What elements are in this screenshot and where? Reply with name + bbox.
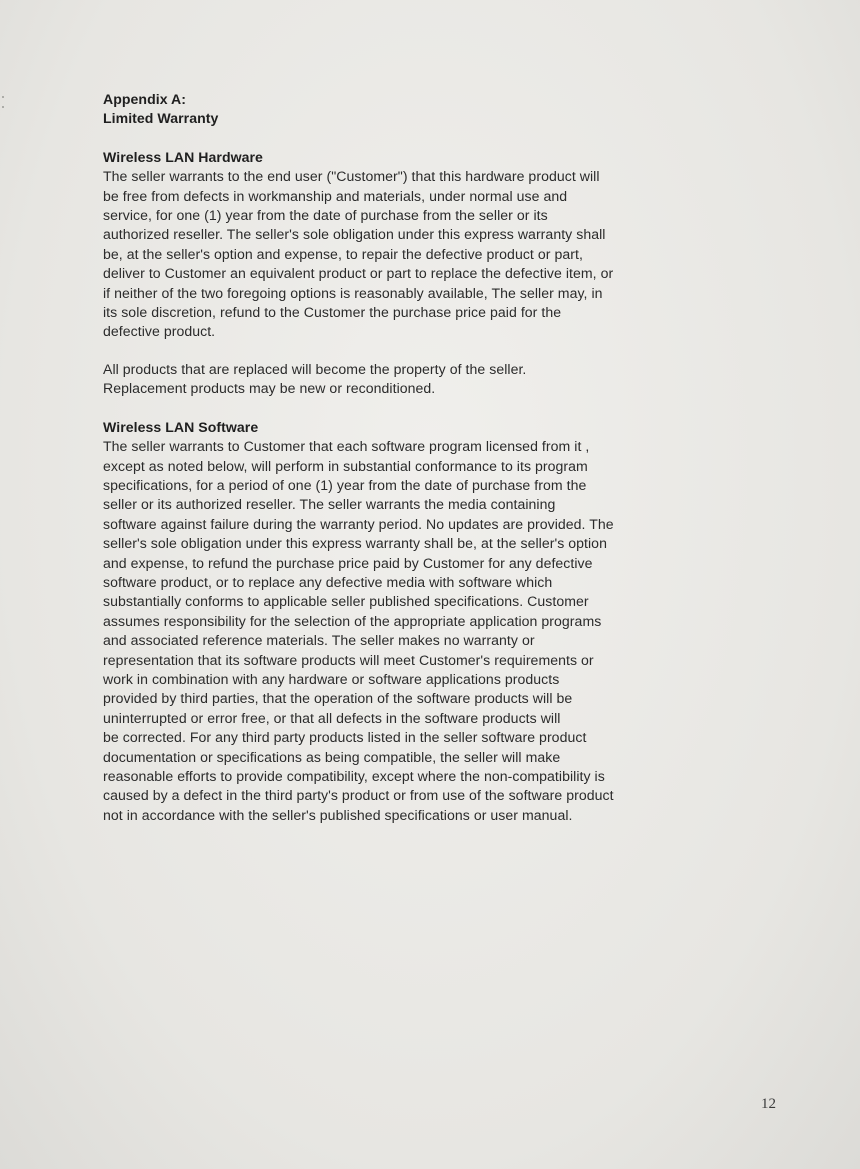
- text-line: provided by third parties, that the operation of the software products will be: [103, 690, 573, 707]
- text-line: and expense, to refund the purchase price paid by Customer for any defective: [103, 554, 593, 571]
- text-line: Replacement products may be new or reconditioned.: [103, 380, 436, 397]
- text-line: software product, or to replace any defective media with software which: [103, 573, 553, 590]
- text-line: be free from defects in workmanship and materials, under normal use and: [103, 187, 568, 204]
- text-line: except as noted below, will perform in substantial conformance to its program: [103, 457, 588, 474]
- text-line: seller's sole obligation under this express warranty shall be, at the seller's option: [103, 535, 607, 552]
- text-line: assumes responsibility for the selection of the appropriate application programs: [103, 612, 602, 629]
- text-line: and associated reference materials. The seller makes no warranty or: [103, 632, 535, 649]
- text-line: representation that its software products will meet Customer's requirements or: [103, 651, 594, 668]
- document-title: Limited Warranty: [103, 110, 219, 127]
- text-line: specifications, for a period of one (1) year from the date of purchase from the: [103, 476, 587, 493]
- page-number: 12: [761, 1096, 776, 1112]
- text-line: The seller warrants to Customer that each software program licensed from it ,: [103, 438, 590, 455]
- text-line: substantially conforms to applicable seller published specifications. Customer: [103, 593, 589, 610]
- text-line: uninterrupted or error free, or that all defects in the software products will: [103, 709, 561, 726]
- text-line: authorized reseller. The seller's sole obligation under this express warranty shall: [103, 226, 606, 243]
- scan-mark: [2, 96, 4, 98]
- text-line: be, at the seller's option and expense, to repair the defective product or part,: [103, 245, 583, 262]
- text-line: service, for one (1) year from the date of purchase from the seller or its: [103, 207, 548, 224]
- text-line: deliver to Customer an equivalent product or part to replace the defective item, or: [103, 265, 614, 282]
- text-line: reasonable efforts to provide compatibility, except where the non-compatibility is: [103, 768, 605, 784]
- text-line: software against failure during the warranty period. No updates are provided. The: [103, 515, 614, 532]
- hardware-heading: Wireless LAN Hardware: [103, 148, 263, 165]
- text-line: The seller warrants to the end user ("Customer") that this hardware product will: [103, 168, 600, 185]
- appendix-label: Appendix A:: [103, 91, 187, 107]
- scan-mark: [2, 106, 4, 108]
- text-line: defective product.: [103, 323, 216, 340]
- document-body: [103, 90, 793, 825]
- software-heading: Wireless LAN Software: [103, 418, 259, 435]
- text-line: be corrected. For any third party products listed in the seller software product: [103, 729, 587, 746]
- text-line: its sole discretion, refund to the Customer the purchase price paid for the: [103, 304, 562, 321]
- text-line: seller or its authorized reseller. The seller warrants the media containing: [103, 496, 556, 513]
- hardware-paragraph-2: [103, 360, 793, 399]
- text-line: caused by a defect in the third party's product or from use of the software product: [103, 787, 614, 804]
- text-line: not in accordance with the seller's published specifications or user manual.: [103, 806, 573, 823]
- text-line: work in combination with any hardware or software applications products: [103, 670, 560, 687]
- software-paragraph: [103, 437, 793, 825]
- hardware-paragraph-1: [103, 167, 793, 342]
- text-line: All products that are replaced will become the property of the seller.: [103, 360, 527, 377]
- text-line: documentation or specifications as being compatible, the seller will make: [103, 748, 561, 765]
- text-line: if neither of the two foregoing options is reasonably available, The seller may, in: [103, 284, 603, 301]
